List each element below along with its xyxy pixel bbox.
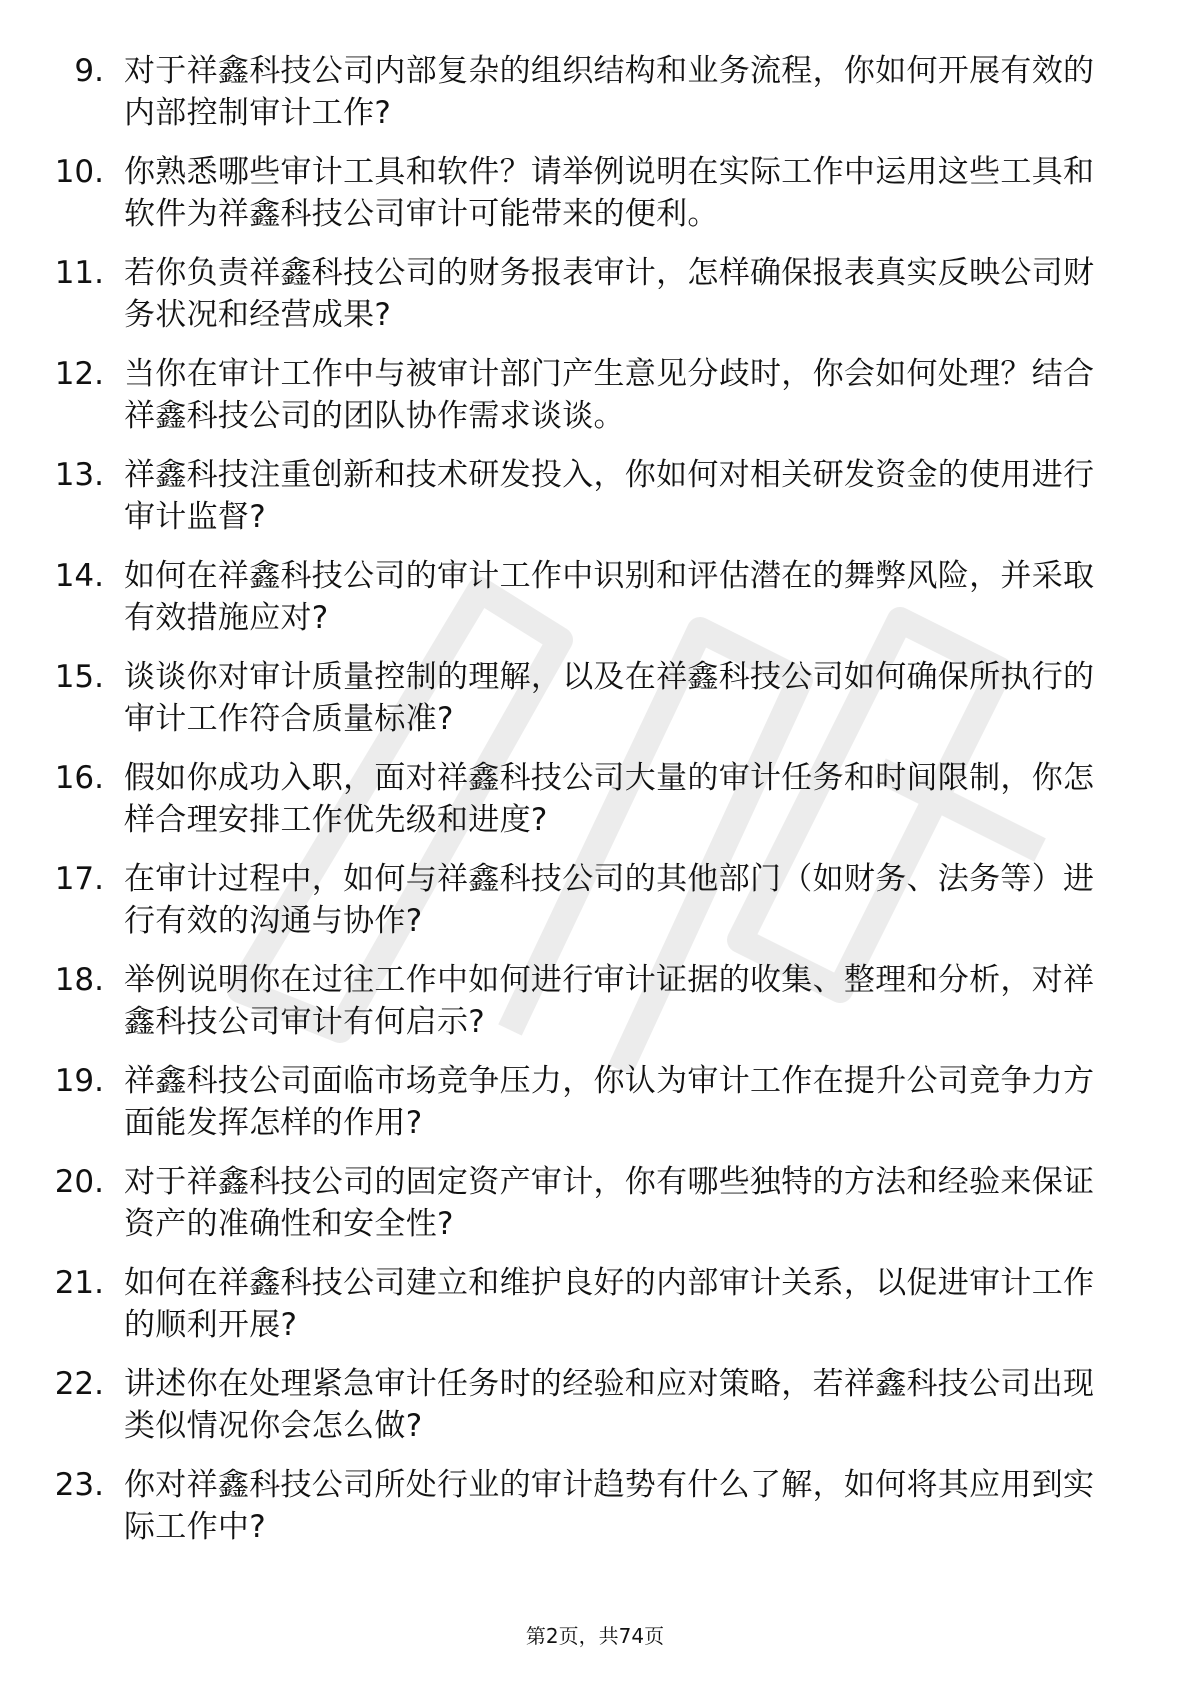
question-item <box>0 555 1190 656</box>
question-number: 14. <box>54 558 104 594</box>
question-text: 对于祥鑫科技公司的固定资产审计，你有哪些独特的方法和经验来保证资产的准确性和安全性? <box>124 1164 1095 1242</box>
question-number: 9. <box>74 53 104 89</box>
question-number: 22. <box>54 1366 104 1402</box>
question-item <box>0 1060 1190 1161</box>
question-number: 15. <box>54 659 104 695</box>
question-number: 19. <box>54 1063 104 1099</box>
question-item <box>0 50 1190 151</box>
question-item <box>0 656 1190 757</box>
question-text: 若你负责祥鑫科技公司的财务报表审计，怎样确保报表真实反映公司财务状况和经营成果? <box>124 255 1095 333</box>
question-number: 12. <box>54 356 104 392</box>
question-text: 假如你成功入职，面对祥鑫科技公司大量的审计任务和时间限制，你怎样合理安排工作优先级和进度? <box>124 760 1095 838</box>
question-text: 在审计过程中，如何与祥鑫科技公司的其他部门（如财务、法务等）进行有效的沟通与协作? <box>124 861 1095 939</box>
question-item <box>0 1262 1190 1363</box>
question-text: 讲述你在处理紧急审计任务时的经验和应对策略，若祥鑫科技公司出现类似情况你会怎么做? <box>124 1366 1095 1444</box>
question-text: 祥鑫科技公司面临市场竞争压力，你认为审计工作在提升公司竞争力方面能发挥怎样的作用? <box>124 1063 1095 1141</box>
question-text: 对于祥鑫科技公司内部复杂的组织结构和业务流程，你如何开展有效的内部控制审计工作? <box>124 53 1095 131</box>
question-item <box>0 1161 1190 1262</box>
question-number: 11. <box>54 255 104 291</box>
question-text: 你熟悉哪些审计工具和软件？请举例说明在实际工作中运用这些工具和软件为祥鑫科技公司审计可能带来的便利。 <box>124 154 1095 232</box>
question-number: 21. <box>54 1265 104 1301</box>
question-text: 如何在祥鑫科技公司建立和维护良好的内部审计关系，以促进审计工作的顺利开展? <box>124 1265 1095 1343</box>
question-item <box>0 1363 1190 1464</box>
question-number: 16. <box>54 760 104 796</box>
question-item <box>0 252 1190 353</box>
question-item <box>0 959 1190 1060</box>
question-text: 举例说明你在过往工作中如何进行审计证据的收集、整理和分析，对祥鑫科技公司审计有何启示? <box>124 962 1095 1040</box>
question-number: 13. <box>54 457 104 493</box>
page-footer: 第2页，共74页 <box>525 1624 665 1648</box>
question-number: 23. <box>54 1467 104 1503</box>
question-number: 17. <box>54 861 104 897</box>
question-item <box>0 454 1190 555</box>
question-item <box>0 1464 1190 1565</box>
question-text: 如何在祥鑫科技公司的审计工作中识别和评估潜在的舞弊风险，并采取有效措施应对? <box>124 558 1095 636</box>
question-text: 祥鑫科技注重创新和技术研发投入，你如何对相关研发资金的使用进行审计监督? <box>124 457 1095 535</box>
question-number: 18. <box>54 962 104 998</box>
question-text: 你对祥鑫科技公司所处行业的审计趋势有什么了解，如何将其应用到实际工作中? <box>124 1467 1095 1545</box>
question-number: 10. <box>54 154 104 190</box>
question-item <box>0 858 1190 959</box>
question-item <box>0 151 1190 252</box>
question-list <box>0 50 1190 1565</box>
question-text: 当你在审计工作中与被审计部门产生意见分歧时，你会如何处理？结合祥鑫科技公司的团队协作需求谈谈。 <box>124 356 1095 434</box>
question-number: 20. <box>54 1164 104 1200</box>
question-text: 谈谈你对审计质量控制的理解，以及在祥鑫科技公司如何确保所执行的审计工作符合质量标准? <box>124 659 1095 737</box>
question-item <box>0 353 1190 454</box>
question-item <box>0 757 1190 858</box>
